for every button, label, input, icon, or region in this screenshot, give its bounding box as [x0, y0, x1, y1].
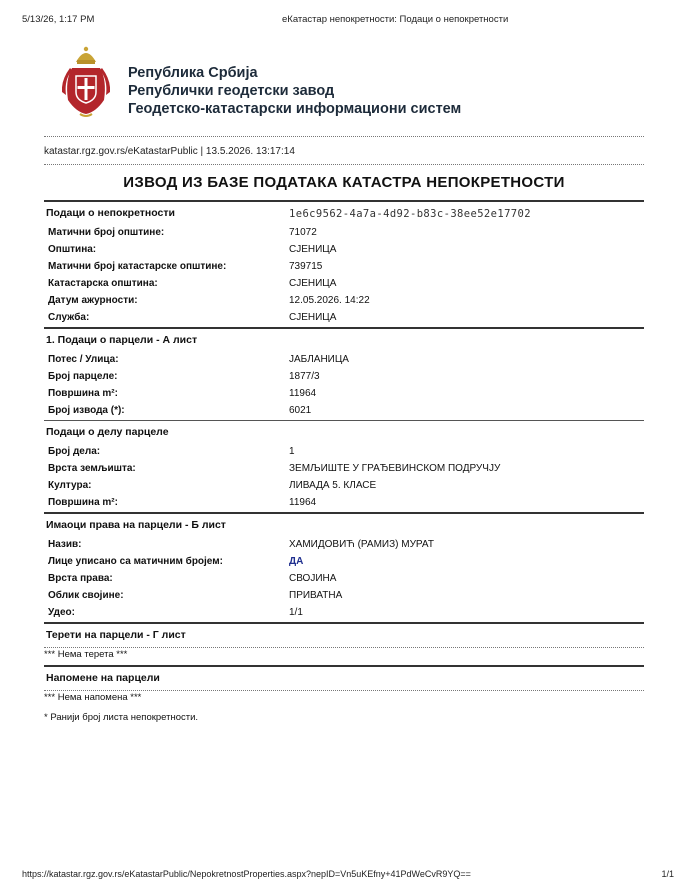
field-label: Површина m²: [48, 497, 118, 508]
org-line-1: Република Србија [128, 65, 258, 81]
section-title: Подаци о непокретности [46, 207, 175, 219]
section-title: Напомене на парцели [46, 672, 160, 684]
document-title: ИЗВОД ИЗ БАЗЕ ПОДАТАКА КАТАСТРА НЕПОКРЕТНОСТИ [123, 174, 565, 191]
field-label: Број дела: [48, 446, 101, 457]
field-label: Катастарска општина: [48, 278, 158, 289]
print-url: https://katastar.rgz.gov.rs/eKatastarPublic/NepokretnostProperties.aspx?nepID=Vn5uKEfny+41PdWeCvR9YQ== [22, 869, 471, 879]
field-value: ЈАБЛАНИЦА [289, 354, 349, 365]
field-row [44, 293, 644, 310]
section-encumbrances [44, 622, 644, 647]
field-value: СЈЕНИЦА [289, 312, 337, 323]
field-value: ЛИВАДА 5. КЛАСЕ [289, 480, 377, 491]
section-title: Подаци о делу парцеле [46, 426, 169, 438]
field-value: 12.05.2026. 14:22 [289, 295, 370, 306]
section-title: Имаоци права на парцели - Б лист [46, 519, 226, 531]
field-row [44, 605, 644, 622]
field-row [44, 352, 644, 369]
section-parcel-data [44, 327, 644, 352]
org-line-3: Геодетско-катастарски информациони систем [128, 101, 462, 117]
field-value: ПРИВАТНА [289, 590, 343, 601]
field-row [44, 554, 644, 571]
field-row [44, 403, 644, 420]
field-row [44, 537, 644, 554]
serbian-coat-of-arms-icon [62, 40, 110, 118]
field-label: Матични број општине: [48, 227, 165, 238]
field-row [44, 310, 644, 327]
print-title: еКатастар непокретности: Подаци о непокретности [282, 14, 509, 25]
field-label: Број извода (*): [48, 405, 125, 416]
field-value: 6021 [289, 405, 312, 416]
footnote: * Ранији број листа непокретности. [44, 712, 199, 723]
section-title: 1. Подаци о парцели - А лист [46, 334, 198, 346]
field-label: Општина: [48, 244, 97, 255]
field-value: СВОЈИНА [289, 573, 337, 584]
field-value: 1/1 [289, 607, 303, 618]
page-number: 1/1 [661, 869, 674, 879]
field-label: Назив: [48, 539, 82, 550]
field-row [44, 276, 644, 293]
field-label: Култура: [48, 480, 92, 491]
field-value: ДА [289, 556, 304, 567]
field-label: Врста земљишта: [48, 463, 136, 474]
field-value: СЈЕНИЦА [289, 244, 337, 255]
field-value: ЗЕМЉИШТЕ У ГРАЂЕВИНСКОМ ПОДРУЧЈУ [289, 463, 501, 474]
field-row [44, 495, 644, 512]
field-row [44, 588, 644, 605]
section-title: Терети на парцели - Г лист [46, 629, 186, 641]
divider [44, 164, 644, 165]
field-row [44, 571, 644, 588]
document-header [62, 40, 662, 120]
field-value: 71072 [289, 227, 317, 238]
section-property-data [44, 200, 644, 225]
property-rows [44, 225, 644, 327]
property-id: 1e6c9562-4a7a-4d92-b83c-38ee52e17702 [289, 208, 531, 220]
section-parcel-part [44, 420, 644, 444]
field-value: 11964 [289, 388, 317, 399]
field-value: 1877/3 [289, 371, 320, 382]
field-row [44, 386, 644, 403]
org-line-2: Републички геодетски завод [128, 83, 335, 99]
field-label: Лице уписано са матичним бројем: [48, 556, 223, 567]
field-value: 1 [289, 446, 295, 457]
field-row [44, 242, 644, 259]
field-label: Матични број катастарске општине: [48, 261, 227, 272]
field-row [44, 225, 644, 242]
field-label: Површина m²: [48, 388, 118, 399]
section-right-holders [44, 512, 644, 537]
field-row [44, 444, 644, 461]
field-label: Врста права: [48, 573, 113, 584]
document-body [44, 200, 644, 723]
remarks-note: *** Нема напомена *** [44, 690, 644, 708]
field-row [44, 478, 644, 495]
print-date: 5/13/26, 1:17 PM [22, 14, 95, 25]
source-timestamp: katastar.rgz.gov.rs/eKatastarPublic | 13.5.2026. 13:17:14 [44, 146, 295, 157]
encumbrances-note: *** Нема терета *** [44, 647, 644, 665]
field-value: 739715 [289, 261, 323, 272]
field-label: Служба: [48, 312, 90, 323]
divider [44, 136, 644, 137]
field-row [44, 259, 644, 276]
field-label: Датум ажурности: [48, 295, 138, 306]
field-label: Број парцеле: [48, 371, 118, 382]
section-remarks [44, 665, 644, 690]
field-value: СЈЕНИЦА [289, 278, 337, 289]
field-label: Потес / Улица: [48, 354, 119, 365]
field-value: 11964 [289, 497, 317, 508]
field-row [44, 461, 644, 478]
field-row [44, 369, 644, 386]
field-label: Удео: [48, 607, 75, 618]
field-label: Облик својине: [48, 590, 124, 601]
field-value: ХАМИДОВИЋ (РАМИЗ) МУРАТ [289, 539, 434, 550]
